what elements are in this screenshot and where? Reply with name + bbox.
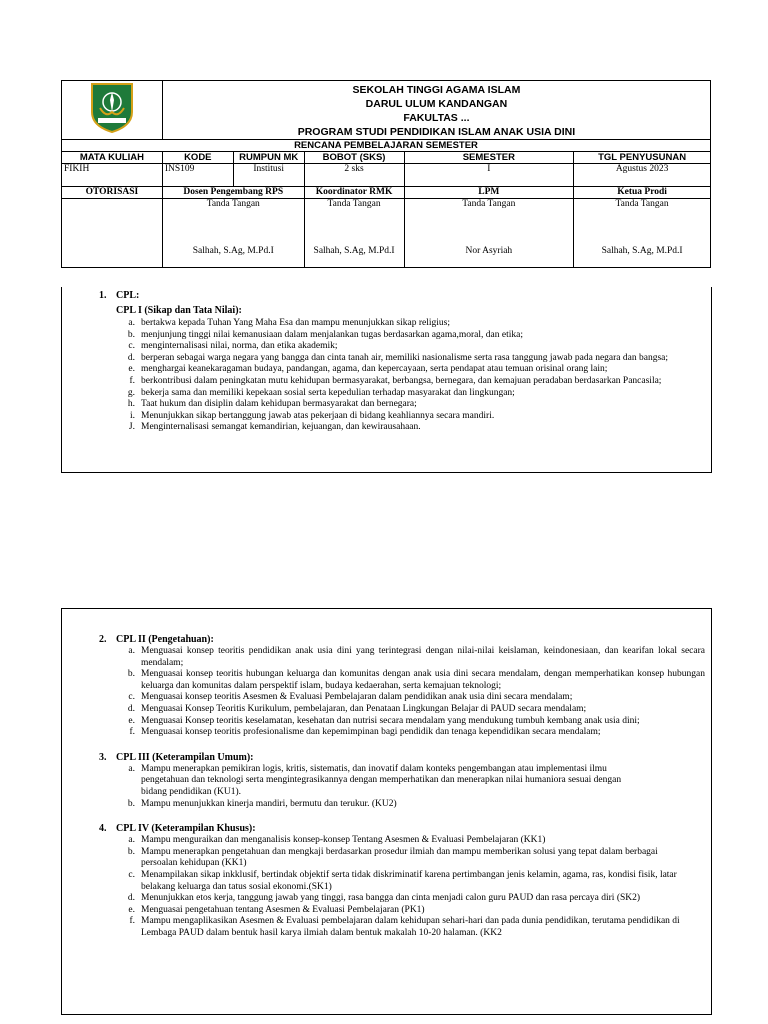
column-header: BOBOT (SKS) — [304, 152, 404, 164]
item-list — [121, 764, 641, 810]
list-item: c. Menampilakan sikap inkklusif, bertindak objektif serta tidak diskriminatif karena pertimbangan jenis kelamin, agama, ras, kondisi fisik, latar belakang keluarga dan tatus sosial ekonomi.(SK1) — [128, 869, 677, 892]
list-item: i. Menunjukkan sikap bertanggung jawab atas pekerjaan di bidang keahliannya secara mandiri. — [129, 410, 495, 421]
list-item: a. Menguasai konsep teoritis pendidikan anak usia dini yang terintegrasi dengan nilai-nilai keislaman, keindonesiaan, dan kearifan lokal secara mendalam; — [128, 646, 705, 668]
list-item: f. Mampu mengaplikasikan Asesmen & Evaluasi pembelajaran dalam kehidupan sehari-hari dan pada dunia pendidikan, terutama pendidikan di Lembaga PAUD dalam bentuk hasil karya ilmiah dalam bentuk makalah 10-20 halaman. (KK2 — [129, 916, 680, 938]
signer-name: Salhah, S.Ag, M.Pd.I — [601, 246, 683, 256]
signature-label: Tanda Tangan — [462, 199, 516, 209]
signer-name: Salhah, S.Ag, M.Pd.I — [192, 246, 274, 256]
signature-empty-cell — [62, 199, 163, 268]
list-item: c. Menguasai konsep teoritis Asesmen & Evaluasi Pembelajaran dalam pendidikan anak usia dini secara mendalam; — [128, 692, 573, 703]
list-item: J. Menginternalisasi semangat kemandirian, kejuangan, dan kewirausahaan. — [128, 422, 421, 433]
list-item: e. Menguasai Konsep teoritis keselamatan, kesehatan dan nutrisi secara mendalam yang mendukung tumbuh kembang anak usia dini; — [128, 715, 640, 726]
signature-cell — [404, 199, 574, 268]
list-item: b. Mampu menerapkan pengetahuan dan mengkaji berdasarkan prosedur ilmiah dan mampu memberikan solusi yang tepat dalam berbagai persoalan kehidupan (KK1) — [127, 846, 658, 869]
role-header: Ketua Prodi — [574, 187, 711, 199]
signature-cell — [304, 199, 404, 268]
list-item: f. berkontribusi dalam peningkatan mutu kehidupan bermasyarakat, berbangsa, bernegara, dan kemajuan peradaban berdasarkan Pancasila; — [129, 375, 662, 386]
cpl-continuation-box — [61, 608, 712, 1015]
course-credits: 2 sks — [304, 164, 404, 187]
cpl-heading — [99, 290, 705, 302]
title-line-3: FAKULTAS ... — [403, 111, 470, 124]
signature-label: Tanda Tangan — [327, 199, 381, 209]
signature-cell — [162, 199, 304, 268]
list-item: a. Mampu menguraikan dan menganalisis konsep-konsep Tentang Asesmen & Evaluasi Pembelajaran (KK1) — [128, 835, 546, 846]
logo-cell — [62, 81, 163, 140]
list-item: b. menjunjung tinggi nilai kemanusiaan dalam menjalankan tugas berdasarkan agama,moral, dan etika; — [127, 329, 523, 340]
role-header: Koordinator RMK — [304, 187, 404, 199]
signature-label: Tanda Tangan — [206, 199, 260, 209]
list-item: c. menginternalisasi nilai, norma, dan etika akademik; — [128, 341, 338, 352]
role-header: Dosen Pengembang RPS — [162, 187, 304, 199]
rps-header-table — [61, 80, 711, 268]
cpl-heading-number: 1. — [99, 290, 107, 301]
kemenag-emblem-icon — [88, 82, 136, 134]
course-name: FIKIH — [62, 164, 163, 187]
signature-label: Tanda Tangan — [615, 199, 669, 209]
list-item: b. Menguasai konsep teoritis hubungan keluarga dan komunitas dengan anak usia dini secara mendalam, dengan memperhatikan konsep hubungan keluarga dan komunitas dalam perspektif islam, budaya kedaerahan, serta kemajuan teknologi; — [127, 669, 705, 691]
signature-cell — [574, 199, 711, 268]
list-item: a. Mampu menerapkan pemikiran logis, kritis, sistematis, dan inovatif dalam konteks pengembangan atau implementasi ilmu pengetahuan dan teknologi serta mengintegrasikannya dengan memperhatikan dan menerapkan nilai humaniora sesuai dengan bidang pendidikan (KU1). — [128, 763, 622, 797]
list-item: d. berperan sebagai warga negara yang bangga dan cinta tanah air, memiliki nasionalisme serta rasa tanggung jawab pada negara dan bangsa; — [127, 352, 669, 363]
column-header: SEMESTER — [404, 152, 574, 164]
signer-name: Nor Asyriah — [465, 246, 513, 256]
list-item: e. Menguasai pengetahuan tentang Asesmen & Evaluasi Pembelajaran (PK1) — [128, 904, 425, 915]
course-semester: I — [404, 164, 574, 187]
title-line-4: PROGRAM STUDI PENDIDIKAN ISLAM ANAK USIA DINI — [297, 125, 576, 138]
list-item: d. Menguasai Konsep Teoritis Kurikulum, pembelajaran, dan Penataan Lingkungan Belajar di PAUD secara mendalam; — [127, 703, 587, 714]
item-list — [121, 318, 705, 434]
item-list — [121, 646, 705, 739]
rps-title: RENCANA PEMBELAJARAN SEMESTER — [62, 140, 711, 152]
authorization-header-row — [62, 187, 711, 199]
column-header: MATA KULIAH — [62, 152, 163, 164]
cpl-section-box — [61, 287, 712, 473]
title-line-1: SEKOLAH TINGGI AGAMA ISLAM — [352, 83, 521, 96]
otorisasi-label: OTORISASI — [62, 187, 163, 199]
item-list — [121, 835, 681, 939]
column-header: RUMPUN MK — [233, 152, 304, 164]
course-date: Agustus 2023 — [574, 164, 711, 187]
course-values-row — [62, 164, 711, 187]
list-item: h. Taat hukum dan disiplin dalam kehidupan bermasyarakat dan bernegara; — [127, 399, 417, 410]
title-line-2: DARUL ULUM KANDANGAN — [365, 97, 508, 110]
signature-row — [62, 199, 711, 268]
list-item: g. bekerja sama dan memiliki kepekaan sosial serta kepedulian terhadap masyarakat dan lingkungan; — [127, 387, 515, 398]
list-item: b. Mampu menunjukkan kinerja mandiri, bermutu dan terukur. (KU2) — [127, 798, 397, 809]
list-item: d. Menunjukkan etos kerja, tanggung jawab yang tinggi, rasa bangga dan cinta menjadi calon guru PAUD dan rasa percaya diri (SK2) — [127, 893, 641, 904]
list-item: e. menghargai keanekaragaman budaya, pandangan, agama, dan kepercayaan, serta pendapat atau temuan orisinal orang lain; — [128, 364, 608, 375]
role-header: LPM — [404, 187, 574, 199]
column-header: TGL PENYUSUNAN — [574, 152, 711, 164]
course-code: INS109 — [162, 164, 233, 187]
section-title: 3. CPL III (Keterampilan Umum): — [99, 751, 254, 763]
section-title: 4. CPL IV (Keterampilan Khusus): — [99, 823, 256, 835]
list-item: a. bertakwa kepada Tuhan Yang Maha Esa dan mampu menunjukkan sikap religius; — [128, 318, 450, 328]
signer-name: Salhah, S.Ag, M.Pd.I — [313, 246, 395, 256]
column-header-row — [62, 152, 711, 164]
list-item: f. Menguasai konsep teoritis profesionalisme dan kepemimpinan bagi pendidik dan tenaga kependidikan secara mendalam; — [129, 727, 601, 738]
section-title: 2. CPL II (Pengetahuan): — [99, 634, 214, 645]
cpl-heading-text: CPL: — [116, 290, 140, 301]
column-header: KODE — [162, 152, 233, 164]
course-group: Institusi — [233, 164, 304, 187]
institution-title — [162, 81, 710, 140]
section-title: CPL I (Sikap dan Tata Nilai): — [116, 305, 242, 316]
